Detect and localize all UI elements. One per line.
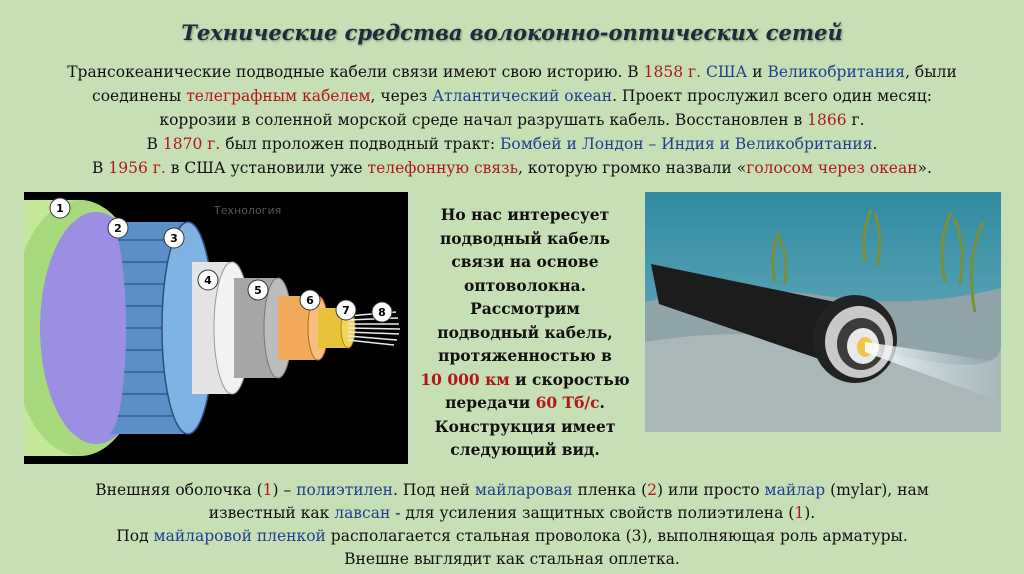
intro-line-4: В 1870 г. был проложен подводный тракт: Бомбей и Лондон – Индия и Великобритания. bbox=[146, 135, 878, 153]
intro-line-3: коррозии в соленной морской среде начал разрушать кабель. Восстановлен в 1866 г. bbox=[159, 111, 865, 129]
callout-5: 5 bbox=[254, 284, 262, 297]
intro-line-2: соединены телеграфным кабелем, через Атлантический океан. Проект прослужил всего один месяц: bbox=[92, 87, 932, 105]
callout-2: 2 bbox=[114, 222, 122, 235]
bottom-line-1: Внешняя оболочка (1) – полиэтилен. Под ней майларовая пленка (2) или просто майлар (mylar), нам bbox=[95, 481, 929, 499]
bottom-text bbox=[20, 479, 1004, 571]
intro-text bbox=[24, 60, 1000, 180]
middle-text: Но нас интересует подводный кабель связи на основе оптоволокна. Рассмотрим подводный кабель, протяженностью в 10 000 км и скоростью передачи 60 Тб/с. Конструкция имеет следующий вид. bbox=[420, 205, 630, 459]
bottom-line-4: Внешне выглядит как стальная оплетка. bbox=[344, 550, 680, 568]
underwater-cable-illustration bbox=[645, 192, 1001, 432]
cable-cross-section bbox=[24, 192, 408, 464]
bottom-line-2: известный как лавсан - для усиления защитных свойств полиэтилена (1). bbox=[208, 504, 816, 522]
bottom-line-3: Под майларовой пленкой располагается стальная проволока (3), выполняющая роль арматуры. bbox=[116, 527, 908, 545]
intro-line-1: Трансокеанические подводные кабели связи имеют свою историю. В 1858 г. США и Великобритания, были bbox=[67, 63, 957, 81]
diagram-watermark: Технология bbox=[214, 204, 282, 217]
underwater-cable-photo bbox=[645, 192, 1001, 432]
callout-6: 6 bbox=[306, 294, 314, 307]
callout-1: 1 bbox=[56, 202, 64, 215]
callout-8: 8 bbox=[378, 306, 386, 319]
intro-line-5: В 1956 г. в США установили уже телефонную связь, которую громко назвали «голосом через океан». bbox=[92, 159, 932, 177]
page-title: Технические средства волоконно-оптических сетей bbox=[181, 20, 843, 45]
callout-7: 7 bbox=[342, 304, 350, 317]
callout-4: 4 bbox=[204, 274, 212, 287]
cable-layers-diagram bbox=[24, 192, 408, 464]
callout-3: 3 bbox=[170, 232, 178, 245]
